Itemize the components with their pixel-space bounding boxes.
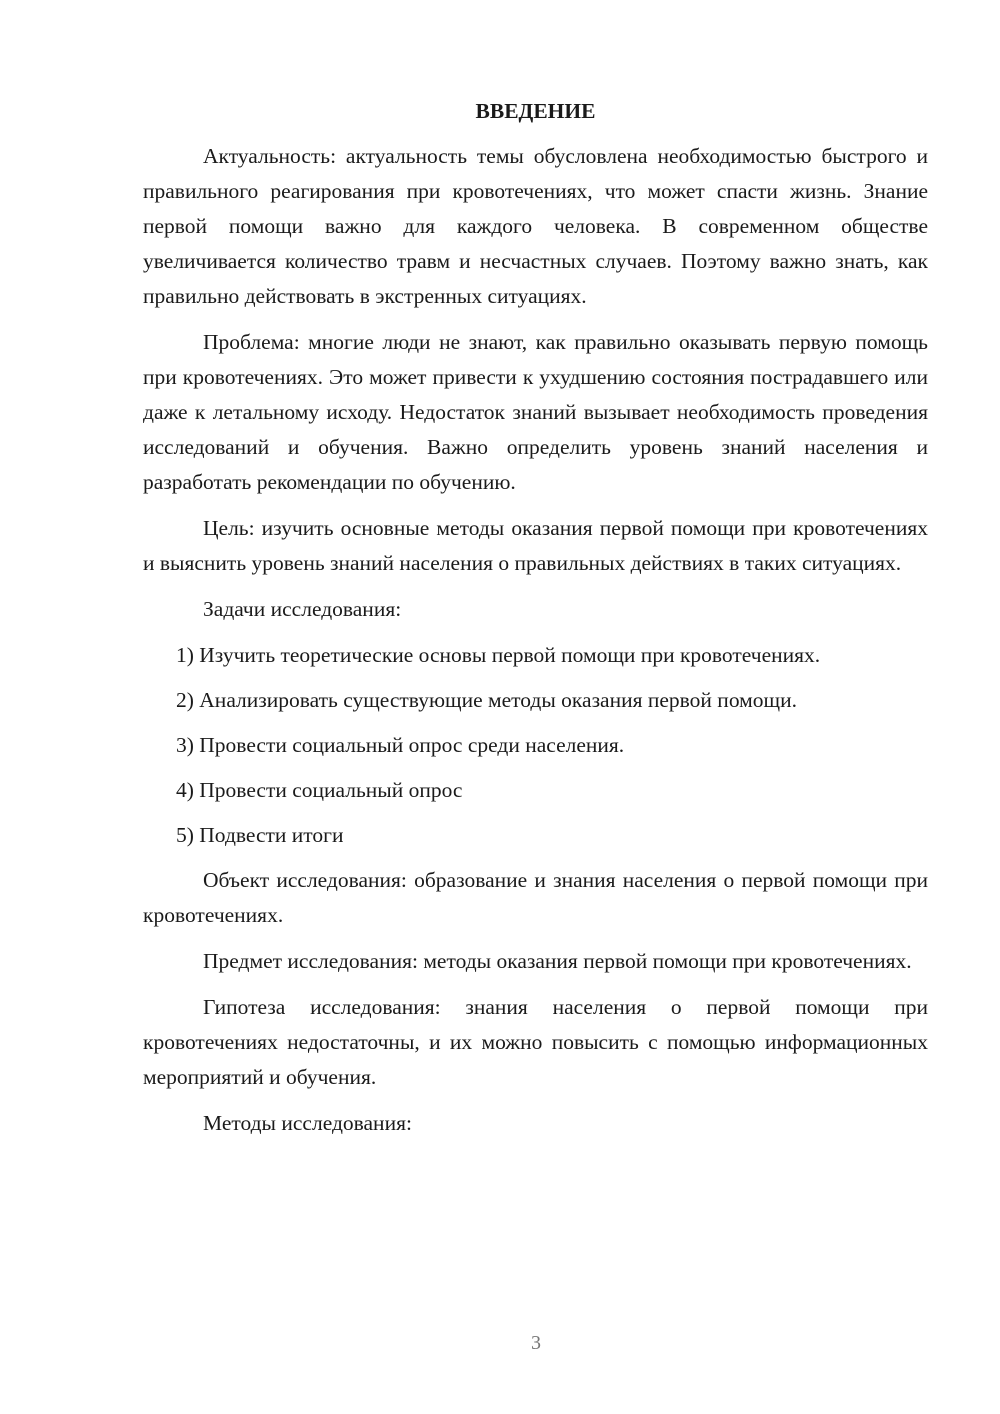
- task-item-2: 2) Анализировать существующие методы оказания первой помощи.: [176, 688, 797, 712]
- methods-label: Методы исследования:: [203, 1111, 412, 1135]
- page-title: ВВЕДЕНИЕ: [475, 99, 596, 123]
- problem-paragraph: Проблема: многие люди не знают, как правильно оказывать первую помощь при кровотечениях. Это может привести к ухудшению состояния пострадавшего или даже к летальному исходу. Недостаток знаний вызывает необходимость проведения исследований и обучения. Важно определить уровень знаний населения и разработать рекомендации по обучению.: [143, 330, 928, 494]
- document-page: [143, 94, 928, 1152]
- relevance-paragraph: Актуальность: актуальность темы обусловлена необходимостью быстрого и правильного реагирования при кровотечениях, что может спасти жизнь. Знание первой помощи важно для каждого человека. В современном обществе увеличивается количество травм и несчастных случаев. Поэтому важно знать, как правильно действовать в экстренных ситуациях.: [143, 144, 928, 308]
- page-number: 3: [531, 1332, 541, 1354]
- subject-paragraph: Предмет исследования: методы оказания первой помощи при кровотечениях.: [203, 949, 912, 973]
- task-item-3: 3) Провести социальный опрос среди населения.: [176, 733, 625, 757]
- task-item-1: 1) Изучить теоретические основы первой помощи при кровотечениях.: [176, 643, 821, 667]
- tasks-list: [143, 638, 928, 853]
- task-item-4: 4) Провести социальный опрос: [176, 778, 463, 802]
- hypothesis-paragraph: Гипотеза исследования: знания населения о первой помощи при кровотечениях недостаточны, и их можно повысить с помощью информационных мероприятий и обучения.: [143, 995, 928, 1089]
- task-item-5: 5) Подвести итоги: [176, 823, 344, 847]
- tasks-label: Задачи исследования:: [203, 597, 402, 621]
- goal-paragraph: Цель: изучить основные методы оказания первой помощи при кровотечениях и выяснить уровень знаний населения о правильных действиях в таких ситуациях.: [143, 516, 928, 575]
- object-paragraph: Объект исследования: образование и знания населения о первой помощи при кровотечениях.: [143, 868, 928, 927]
